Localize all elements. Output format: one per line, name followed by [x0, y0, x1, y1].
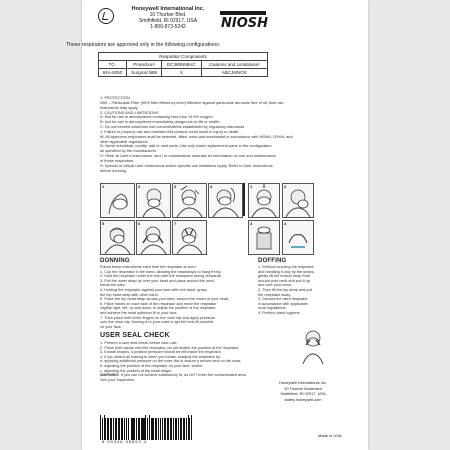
barcode-bar	[116, 418, 117, 440]
barcode-bar	[133, 418, 134, 440]
barcode-bar	[107, 418, 109, 440]
doffing-line: around your neck and pull it up	[258, 278, 310, 283]
table-header: Protection¹	[126, 61, 162, 69]
barcode-bar	[167, 418, 169, 440]
note-line: J: Failure to properly use and maintain this product could result in injury or death.	[100, 128, 240, 134]
seal-check-illustration	[302, 328, 324, 364]
step-number: 2	[284, 184, 287, 189]
barcode-bar	[141, 418, 143, 440]
footer-address	[258, 380, 348, 402]
barcode-bar	[152, 418, 154, 440]
donning-step-illustration	[208, 183, 243, 218]
company-street: 10 Thurber Blvd.	[149, 12, 187, 18]
warning-text: If you can not achieve satisfactory fit, do NOT enter the contaminated area.	[120, 373, 247, 378]
doffing-line: and handling it only by the straps,	[258, 269, 315, 274]
barcode-bar	[118, 418, 120, 440]
table-header: TC-	[99, 61, 127, 69]
barcode-bar	[184, 418, 185, 440]
doffing-step-illustration	[248, 183, 280, 218]
note-line: as specified by the manufacturer.	[100, 148, 158, 154]
doffing-step-illustration	[282, 220, 314, 255]
doffing-line: and over your head.	[258, 283, 292, 288]
step-number: 1	[102, 184, 105, 189]
footer-address-line: 10 Thurber Boulevard	[284, 385, 322, 391]
barcode-bar	[156, 418, 157, 440]
company-city: Smithfield, RI 02917, USA	[138, 18, 198, 24]
table-header: Cautions and Limitations²	[201, 61, 267, 69]
donning-line: 4. Holding the respirator against your face with one hand, grasp	[100, 287, 207, 292]
note-line: other applicable regulations.	[100, 138, 149, 144]
note-line: of these respirators.	[100, 157, 135, 163]
step-number: 2	[138, 184, 141, 189]
donning-step-illustration	[136, 220, 171, 255]
donning-line: 7. Then place both index fingers on the nose clip and apply pressure	[100, 315, 215, 320]
respirator-components-table	[98, 52, 268, 77]
cautions-notes	[100, 95, 293, 174]
note-line: N: Never substitute, modify, add or omit parts. Use only exact replacement parts in the configuration	[100, 143, 272, 149]
barcode-bar	[111, 418, 112, 440]
barcode-bar	[139, 418, 140, 440]
donning-step-illustration	[172, 220, 207, 255]
barcode-bar	[100, 415, 101, 440]
note-line: before donning.	[100, 167, 128, 173]
step-number: 6	[138, 221, 141, 226]
step-number: 4	[284, 221, 287, 226]
seal-check-line: c. adjusting the position of the head straps.	[100, 368, 173, 373]
barcode-bar	[191, 415, 192, 440]
note-line: M: All approved respirators shall be selected, fitted, used and maintained in accordance with MSHA, OSHA, and	[100, 133, 293, 139]
niosh-logo-text: NIOSH	[221, 16, 269, 31]
barcode-bar	[162, 418, 163, 440]
barcode-bar	[122, 418, 123, 440]
step-number: 5	[102, 221, 105, 226]
note-line: C: Do not exceed maximum use concentrations established by regulatory standards.	[100, 124, 246, 130]
barcode-bar	[105, 418, 106, 440]
barcode	[100, 413, 210, 440]
seal-check-line: 1. Perform a user seal check before each use.	[100, 341, 178, 345]
doffing-step-illustration	[282, 183, 314, 218]
step-number: 4	[210, 184, 213, 189]
doffing-line: local regulations.	[258, 306, 287, 311]
donning-line: 5. Place the top head strap across your ears, around the crown of your head.	[100, 297, 230, 302]
seal-check-instructions	[100, 341, 300, 382]
footer-address-line: Honeywell International Inc.	[279, 380, 327, 385]
donning-line: Follow these instructions each time the respirator is worn.	[100, 265, 197, 269]
seal-check-title: USER SEAL CHECK	[100, 332, 170, 339]
seal-check-line: 2. Place both hands over the respirator–do not disturb the position of the respirator.	[100, 345, 240, 350]
donning-step-illustration	[100, 220, 135, 255]
table-title: Respirator Components	[99, 53, 268, 61]
note-line: restrictions may apply.	[100, 104, 139, 110]
section-divider	[243, 183, 245, 216]
barcode-bar	[178, 418, 179, 440]
donning-step-illustration	[100, 183, 135, 218]
company-phone: 1-800-873-5242	[150, 24, 186, 30]
donning-line: 3. Pull the lower strap up over your head and place around the neck,	[100, 278, 216, 283]
donning-line: 6. Place hands on each side of the respirator and move the respirator	[100, 301, 217, 306]
donning-line: the top head strap with other hand.	[100, 292, 159, 297]
note-line: 1. PROTECTION	[100, 95, 130, 100]
table-cell: 84A-9250	[99, 69, 127, 77]
doffing-line: in accordance with applicable	[258, 301, 308, 306]
donning-line: below the ears.	[100, 283, 126, 288]
note-line: A: Not for use in atmospheres containing less than 19.5% oxygen.	[100, 114, 214, 120]
note-line: S: Special or critical User Instructions and/or specific use limitations apply. Refer to User Instructions	[100, 162, 273, 168]
barcode-number: 8 09346 35853 4	[102, 439, 148, 444]
made-in-label: Made in USA	[318, 433, 342, 438]
doffing-line: 3. Discard the used respirator	[258, 297, 308, 302]
approval-intro: These respirators are approved only in the following configurations:	[65, 42, 221, 48]
barcode-bar	[189, 418, 190, 440]
footer-address-line: safety.honeywell.com	[284, 396, 322, 402]
doffing-line: gently lift the bottom strap from	[258, 274, 311, 279]
company-name: Honeywell International Inc.	[131, 6, 205, 12]
step-number: 7	[174, 221, 177, 226]
doffing-title: DOFFING	[258, 258, 287, 264]
doffing-instructions	[258, 265, 358, 316]
barcode-bar	[145, 415, 146, 440]
step-number: 1	[250, 184, 253, 189]
barcode-bar	[151, 418, 152, 440]
barcode-bar	[173, 418, 174, 440]
note-line: B: Not for use in atmospheres immediately dangerous to life or health.	[100, 119, 221, 125]
donning-line: 2. Hold the respirator under the chin with the nosepiece facing outwards.	[100, 274, 222, 279]
donning-line: on your face.	[100, 324, 122, 329]
seal-check-line: b. adjusting the position of the respirator on your face; and/or	[100, 363, 203, 368]
note-line: 2. CAUTIONS AND LIMITATIONS	[100, 109, 159, 115]
step-number: 3	[174, 184, 177, 189]
warning-label: WARNING:	[100, 373, 120, 378]
table-cell: Surgical N95	[126, 69, 162, 77]
doffing-line: 2. Then lift the top strap and pull	[258, 287, 313, 292]
note-line: N95 – Particulate Filter (95% filter efficiency level) effective against particulate aerosols free of oil; time use	[100, 99, 284, 105]
table-cell: X	[162, 69, 201, 77]
donning-line: 1. Cup the respirator in the hand, allowing the headstraps to hang freely.	[100, 269, 222, 274]
table-cell: ABCJMNOS	[201, 69, 267, 77]
doffing-line: 1. Without touching the respirator	[258, 265, 314, 269]
table-header: DC365N95HC	[162, 61, 201, 69]
seal-check-line: See your Supervisor.	[100, 377, 136, 382]
niosh-logo	[218, 9, 268, 29]
barcode-bar	[180, 418, 182, 440]
manufacturer-header	[118, 6, 218, 30]
donning-line: and achieve the most optimum fit to your face.	[100, 310, 178, 315]
donning-line: slightly right, left, up and down, to adjust the position of the respirator	[100, 306, 216, 311]
doffing-step-illustration	[248, 220, 280, 255]
step-number: 3	[250, 221, 253, 226]
footer-address-line: Smithfield, RI 02917, USA	[280, 391, 326, 396]
seal-check-line: 4. If you detect air leaking in when you inhale, readjust the respirator by:	[100, 354, 221, 359]
note-line: O: Refer to User's Instructions, and / or maintenance manuals for information on use and maintenance	[100, 153, 277, 159]
donning-title: DONNING	[100, 258, 130, 264]
donning-step-illustration	[136, 183, 171, 218]
donning-step-illustration	[172, 183, 207, 218]
donning-instructions	[100, 265, 240, 329]
seal-check-line: 3. Exhale sharply. A positive pressure should be felt inside the respirator.	[100, 350, 222, 355]
doffing-line: the respirator away.	[258, 292, 292, 297]
barcode-bar	[128, 418, 130, 440]
doffing-line: 4. Perform hand hygiene.	[258, 310, 301, 315]
seal-check-line: a. applying additional pressure on the nose clip to assure a secure seal on the nose;	[100, 359, 242, 364]
donning-line: onto the nose clip, forming it to your nose to get the best fit possible	[100, 320, 214, 325]
hhs-seal-icon	[98, 8, 114, 24]
